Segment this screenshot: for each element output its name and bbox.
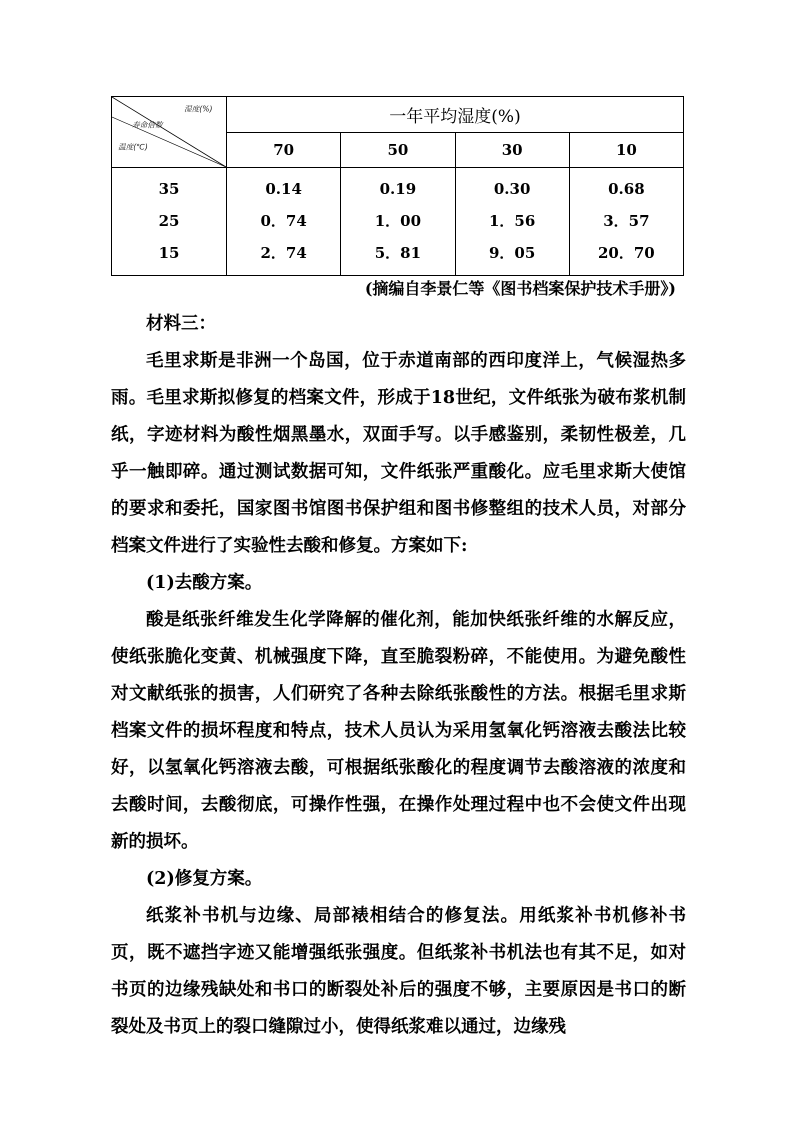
temperature-value: 25 [158,211,180,230]
body-text [111,306,686,1046]
diag-humidity-label: 湿度(%) [184,105,213,115]
life-multiple-value: 9．05 [488,243,536,262]
paragraph: 酸是纸张纤维发生化学降解的催化剂，能加快纸张纤维的水解反应，使纸张脆化变黄、机械强度下降，直至脆裂粉碎，不能使用。为避免酸性对文献纸张的损害，人们研究了各种去除纸张酸性的方法。根据毛里求斯档案文件的损坏程度和特点，技术人员认为采用氢氧化钙溶液去酸法比较好，以氢氧化钙溶液去酸，可根据纸张酸化的程度调节去酸溶液的浓度和去酸时间，去酸彻底，可操作性强，在操作处理过程中也不会使文件出现新的损坏。 [111,610,686,852]
life-multiple-value: 1．56 [488,211,536,230]
life-multiple-value: 0.19 [379,180,417,199]
life-multiple-value: 2．74 [260,243,307,262]
temperature-cell [112,168,227,276]
source-citation: (摘编自李景仁等《图书档案保护技术手册》) [364,279,676,298]
diag-temp-label: 温度(℃) [118,143,148,153]
diag-life-label: 寿命倍数 [132,121,163,131]
life-multiple-value: 0.14 [265,180,302,199]
humidity-col-header: 50 [341,132,455,168]
life-multiple-value: 1．00 [374,211,422,230]
humidity-lifespan-table [111,96,684,276]
diagonal-header-cell [112,97,227,168]
value-cell [455,168,569,276]
subsection-heading: (2)修复方案。 [146,869,263,889]
life-multiple-value: 0.68 [608,180,645,199]
table-title: 一年平均湿度(%) [227,97,684,133]
paragraph: 纸浆补书机与边缘、局部裱相结合的修复法。用纸浆补书机修补书页，既不遮挡字迹又能增强纸张强度。但纸浆补书机法也有其不足，如对书页的边缘残缺处和书口的断裂处补后的强度不够，主要原因是书口的断裂处及书页上的裂口缝隙过小，使得纸浆难以通过，边缘残 [111,906,686,1037]
paragraph: 毛里求斯是非洲一个岛国，位于赤道南部的西印度洋上，气候湿热多雨。毛里求斯拟修复的档案文件，形成于18世纪，文件纸张为破布浆机制纸，字迹材料为酸性烟黑墨水，双面手写。以手感鉴别，柔韧性极差，几乎一触即碎。通过测试数据可知，文件纸张严重酸化。应毛里求斯大使馆的要求和委托，国家图书馆图书保护组和图书修整组的技术人员，对部分档案文件进行了实验性去酸和修复。方案如下: [111,351,686,556]
value-cell [569,168,683,276]
life-multiple-value: 0．74 [260,211,307,230]
life-multiple-value: 20．70 [598,243,655,262]
temperature-value: 15 [158,243,180,262]
humidity-col-header: 30 [455,132,569,168]
humidity-col-header: 70 [227,132,341,168]
humidity-col-header: 10 [569,132,683,168]
section-heading: 材料三： [146,314,216,334]
life-multiple-value: 5．81 [374,243,422,262]
life-multiple-value: 0.30 [493,180,531,199]
life-multiple-value: 3．57 [603,211,650,230]
temperature-value: 35 [158,180,180,199]
value-cell [227,168,341,276]
value-cell [341,168,455,276]
subsection-heading: (1)去酸方案。 [146,573,263,593]
